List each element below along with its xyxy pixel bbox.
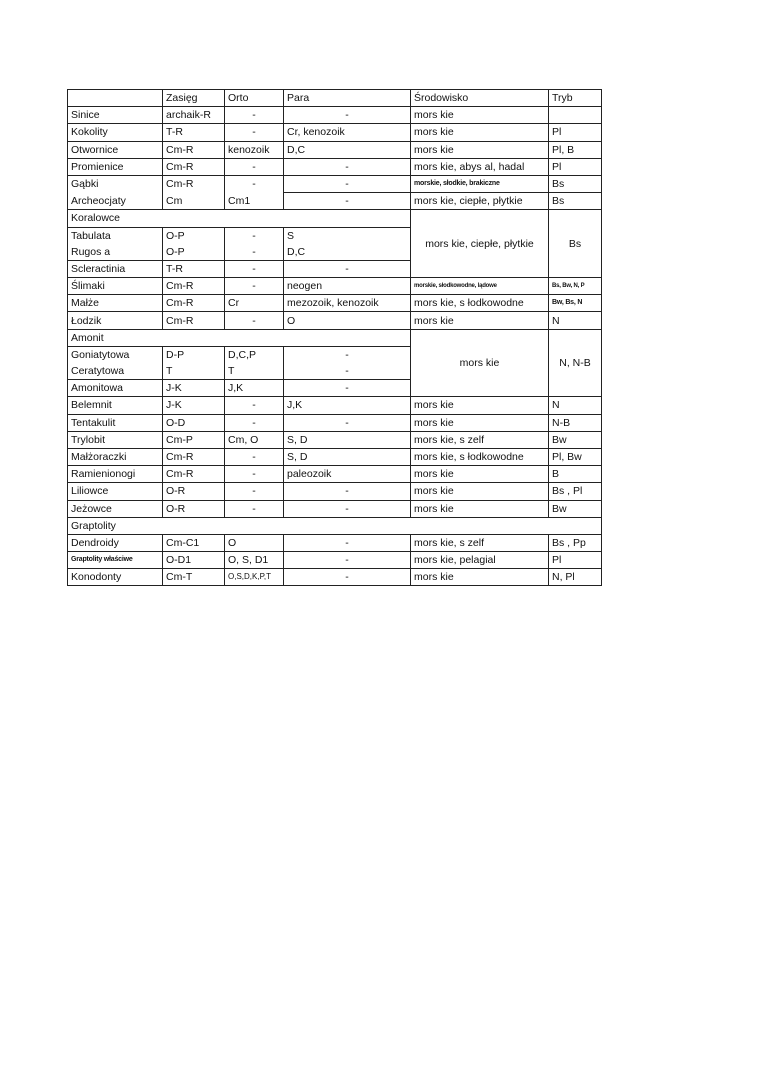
cell-para: mezozoik, kenozoik <box>284 295 411 312</box>
cell-name: Ramienionogi <box>68 466 163 483</box>
cell-name: Kokolity <box>68 124 163 141</box>
cell-orto: - <box>225 500 284 517</box>
cell-srodowisko: mors kie, s zelf <box>411 534 549 551</box>
cell-zasieg: J-K <box>163 380 225 397</box>
cell-zasieg: Cm-R <box>163 141 225 158</box>
cell-orto: - <box>225 244 284 261</box>
header-srodowisko: Środowisko <box>411 90 549 107</box>
taxonomy-table-container <box>67 89 601 586</box>
cell-tryb: Bs, Bw, N, P <box>549 278 602 295</box>
cell-orto: - <box>225 312 284 329</box>
table-row <box>68 158 602 175</box>
cell-orto: - <box>225 227 284 244</box>
cell-para: - <box>284 483 411 500</box>
cell-name: Ślimaki <box>68 278 163 295</box>
cell-zasieg: Cm-R <box>163 312 225 329</box>
cell-orto: Cr <box>225 295 284 312</box>
cell-name: Graptolity właściwe <box>68 552 163 569</box>
group-row-graptolity <box>68 517 602 534</box>
cell-srodowisko: mors kie, s łodkowodne <box>411 448 549 465</box>
cell-para: J,K <box>284 397 411 414</box>
cell-srodowisko: mors kie <box>411 124 549 141</box>
cell-orto: - <box>225 466 284 483</box>
cell-tryb: Bw, Bs, N <box>549 295 602 312</box>
table-row <box>68 483 602 500</box>
cell-orto: - <box>225 107 284 124</box>
cell-zasieg: Cm <box>163 193 225 210</box>
table-row <box>68 193 602 210</box>
cell-srodowisko: mors kie, abys al, hadal <box>411 158 549 175</box>
cell-para: - <box>284 414 411 431</box>
cell-para: S, D <box>284 431 411 448</box>
cell-orto: - <box>225 448 284 465</box>
cell-orto: - <box>225 397 284 414</box>
cell-para: paleozoik <box>284 466 411 483</box>
cell-name: Scleractinia <box>68 260 163 277</box>
cell-name: Małże <box>68 295 163 312</box>
cell-srodowisko: mors kie <box>411 312 549 329</box>
cell-zasieg: Cm-R <box>163 295 225 312</box>
cell-zasieg: Cm-R <box>163 278 225 295</box>
cell-orto: - <box>225 158 284 175</box>
cell-orto: kenozoik <box>225 141 284 158</box>
cell-srodowisko: mors kie <box>411 397 549 414</box>
cell-zasieg: archaik-R <box>163 107 225 124</box>
table-row <box>68 175 602 192</box>
cell-zasieg: Cm-R <box>163 466 225 483</box>
cell-name: Liliowce <box>68 483 163 500</box>
group-row-koralowce <box>68 210 602 227</box>
cell-zasieg: Cm-R <box>163 448 225 465</box>
header-orto: Orto <box>225 90 284 107</box>
cell-orto: O,S,D,K,P,T <box>225 569 284 586</box>
cell-zasieg: T-R <box>163 260 225 277</box>
cell-orto: - <box>225 414 284 431</box>
cell-zasieg: O-P <box>163 244 225 261</box>
cell-para: S, D <box>284 448 411 465</box>
cell-orto: O, S, D1 <box>225 552 284 569</box>
cell-srodowisko: mors kie <box>411 483 549 500</box>
table-row <box>68 552 602 569</box>
group-title-amonit: Amonit <box>68 329 411 346</box>
table-row <box>68 107 602 124</box>
cell-zasieg: J-K <box>163 397 225 414</box>
cell-zasieg: O-R <box>163 483 225 500</box>
cell-zasieg: Cm-R <box>163 158 225 175</box>
cell-tryb: Pl, Bw <box>549 448 602 465</box>
cell-name: Otwornice <box>68 141 163 158</box>
cell-srodowisko: mors kie <box>411 500 549 517</box>
cell-tryb: Bs <box>549 175 602 192</box>
cell-para: - <box>284 175 411 192</box>
cell-srodowisko-koralowce: mors kie, ciepłe, płytkie <box>411 210 549 278</box>
table-row <box>68 466 602 483</box>
cell-tryb: N <box>549 397 602 414</box>
cell-para: - <box>284 193 411 210</box>
cell-srodowisko: mors kie <box>411 466 549 483</box>
cell-orto: O <box>225 534 284 551</box>
cell-tryb: Pl <box>549 158 602 175</box>
cell-name: Łodzik <box>68 312 163 329</box>
table-row <box>68 397 602 414</box>
cell-orto: - <box>225 483 284 500</box>
cell-tryb: N-B <box>549 414 602 431</box>
cell-tryb: Bw <box>549 500 602 517</box>
cell-para: O <box>284 312 411 329</box>
cell-srodowisko: mors kie, pelagial <box>411 552 549 569</box>
cell-name: Tabulata <box>68 227 163 244</box>
cell-name: Promienice <box>68 158 163 175</box>
group-row-amonit <box>68 329 602 346</box>
cell-tryb: Bs <box>549 193 602 210</box>
cell-zasieg: T-R <box>163 124 225 141</box>
cell-zasieg: Cm-P <box>163 431 225 448</box>
header-para: Para <box>284 90 411 107</box>
cell-tryb: N <box>549 312 602 329</box>
cell-name: Trylobit <box>68 431 163 448</box>
table-row <box>68 312 602 329</box>
cell-para: - <box>284 569 411 586</box>
cell-srodowisko: morskie, słodkowodne, lądowe <box>411 278 549 295</box>
cell-orto: D,C,P <box>225 346 284 363</box>
cell-para: - <box>284 500 411 517</box>
cell-tryb: N, Pl <box>549 569 602 586</box>
cell-orto: - <box>225 278 284 295</box>
cell-orto: Cm, O <box>225 431 284 448</box>
cell-tryb: Pl <box>549 124 602 141</box>
cell-tryb <box>549 107 602 124</box>
cell-orto: - <box>225 124 284 141</box>
cell-tryb: Pl <box>549 552 602 569</box>
cell-zasieg: D-P <box>163 346 225 363</box>
cell-tryb-amonit: N, N-B <box>549 329 602 397</box>
taxonomy-table <box>67 89 602 586</box>
cell-name: Rugos a <box>68 244 163 261</box>
cell-srodowisko: mors kie <box>411 569 549 586</box>
cell-para: - <box>284 346 411 363</box>
table-row <box>68 431 602 448</box>
cell-zasieg: O-R <box>163 500 225 517</box>
cell-srodowisko: morskie, słodkie, brakiczne <box>411 175 549 192</box>
table-row <box>68 500 602 517</box>
cell-name: Dendroidy <box>68 534 163 551</box>
table-row <box>68 124 602 141</box>
header-tryb: Tryb <box>549 90 602 107</box>
cell-srodowisko: mors kie <box>411 141 549 158</box>
cell-para: - <box>284 260 411 277</box>
cell-tryb-koralowce: Bs <box>549 210 602 278</box>
cell-srodowisko: mors kie <box>411 414 549 431</box>
group-title-graptolity: Graptolity <box>68 517 602 534</box>
cell-orto: - <box>225 175 284 192</box>
cell-name: Ceratytowa <box>68 363 163 380</box>
cell-para: - <box>284 380 411 397</box>
cell-zasieg: Cm-T <box>163 569 225 586</box>
cell-name: Jeżowce <box>68 500 163 517</box>
cell-tryb: Pl, B <box>549 141 602 158</box>
cell-tryb: Bs , Pl <box>549 483 602 500</box>
cell-srodowisko: mors kie, ciepłe, płytkie <box>411 193 549 210</box>
cell-orto: J,K <box>225 380 284 397</box>
cell-zasieg: O-D1 <box>163 552 225 569</box>
cell-orto: Cm1 <box>225 193 284 210</box>
table-row <box>68 295 602 312</box>
cell-tryb: B <box>549 466 602 483</box>
cell-para: - <box>284 107 411 124</box>
cell-srodowisko-amonit: mors kie <box>411 329 549 397</box>
cell-zasieg: T <box>163 363 225 380</box>
cell-name: Archeocjaty <box>68 193 163 210</box>
header-name <box>68 90 163 107</box>
cell-name: Sinice <box>68 107 163 124</box>
cell-para: D,C <box>284 141 411 158</box>
table-row <box>68 278 602 295</box>
cell-srodowisko: mors kie, s łodkowodne <box>411 295 549 312</box>
cell-zasieg: Cm-C1 <box>163 534 225 551</box>
cell-srodowisko: mors kie <box>411 107 549 124</box>
cell-zasieg: O-D <box>163 414 225 431</box>
cell-para: - <box>284 534 411 551</box>
table-row <box>68 414 602 431</box>
cell-tryb: Bs , Pp <box>549 534 602 551</box>
table-row <box>68 534 602 551</box>
cell-para: - <box>284 158 411 175</box>
group-title-koralowce: Koralowce <box>68 210 411 227</box>
cell-para: - <box>284 552 411 569</box>
cell-name: Konodonty <box>68 569 163 586</box>
cell-name: Belemnit <box>68 397 163 414</box>
cell-name: Tentakulit <box>68 414 163 431</box>
table-row <box>68 141 602 158</box>
header-zasieg: Zasięg <box>163 90 225 107</box>
cell-name: Goniatytowa <box>68 346 163 363</box>
cell-para: Cr, kenozoik <box>284 124 411 141</box>
cell-zasieg: O-P <box>163 227 225 244</box>
cell-name: Amonitowa <box>68 380 163 397</box>
cell-orto: T <box>225 363 284 380</box>
cell-para: - <box>284 363 411 380</box>
cell-name: Gąbki <box>68 175 163 192</box>
cell-srodowisko: mors kie, s zelf <box>411 431 549 448</box>
cell-para: neogen <box>284 278 411 295</box>
cell-name: Małżoraczki <box>68 448 163 465</box>
cell-para: D,C <box>284 244 411 261</box>
header-row <box>68 90 602 107</box>
table-row <box>68 569 602 586</box>
table-row <box>68 448 602 465</box>
cell-orto: - <box>225 260 284 277</box>
cell-para: S <box>284 227 411 244</box>
cell-tryb: Bw <box>549 431 602 448</box>
cell-zasieg: Cm-R <box>163 175 225 192</box>
